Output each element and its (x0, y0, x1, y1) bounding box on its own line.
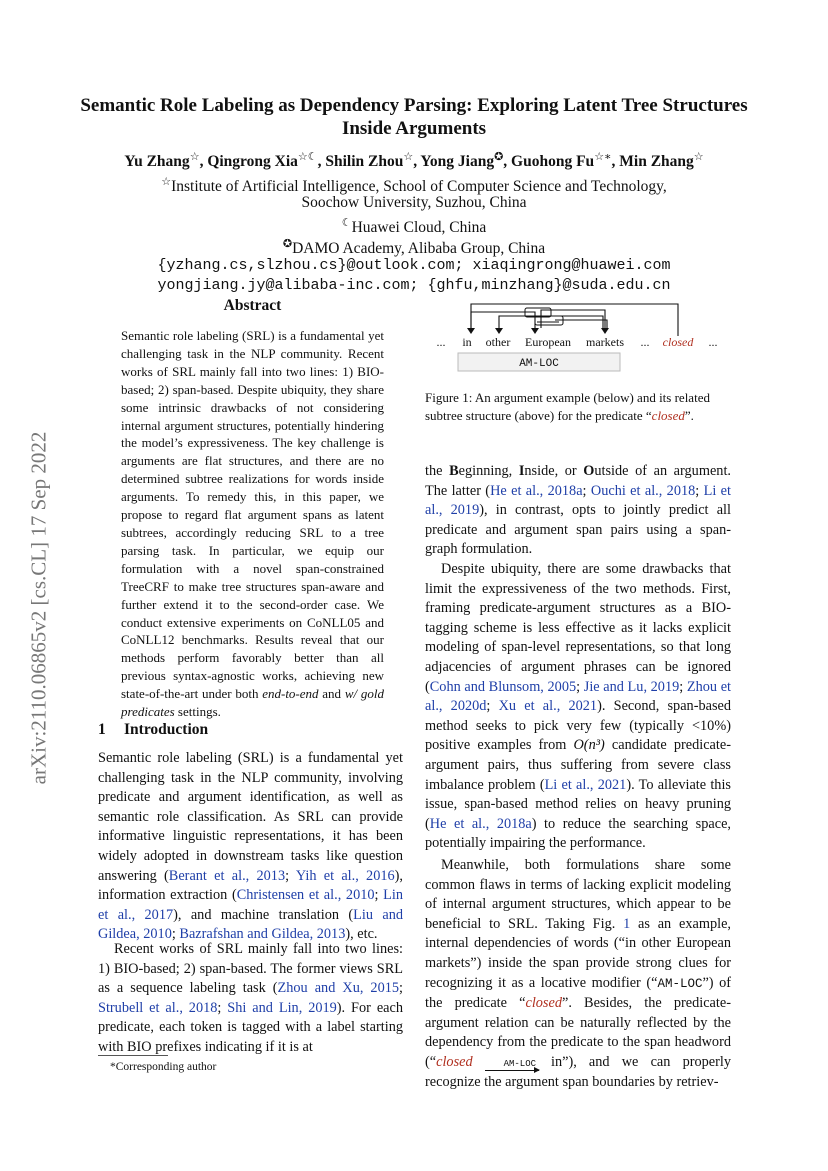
citation-link[interactable]: Jie and Lu, 2019 (583, 678, 680, 695)
arrow-heads (467, 328, 609, 334)
intro-paragraph-5: Meanwhile, both formulations share some common flaws in terms of lacking explicit modeling of internal argument structures, which appear to be beneficial to SRL. Taking Fig. 1 as an example, internal dependencies of words (“in other European markets”) inside the span provide strong clues for recognizing it as a locative modifier (“AM-LOC”) of the predicate “closed”. Besides, the predicate-argument relation can be naturally reflected by the dependency from the predicate to the span headword (“closed AM-LOC in”), and we can properly recognize the argument span boundaries by retriev- (425, 857, 732, 1090)
affiliation-1-cont: Soochow University, Suzhou, China (301, 194, 527, 211)
citation-link[interactable]: Li et al., 2021 (544, 776, 627, 793)
footnote-rule (98, 1055, 168, 1056)
citation-link[interactable]: Ouchi et al., 2018 (590, 482, 696, 499)
fig-word: ... (708, 335, 718, 349)
fig-word: in (462, 335, 472, 349)
math-complexity: O(n³) (573, 737, 605, 754)
citation-link[interactable]: He et al., 2018a (490, 482, 583, 499)
email-line-2: yongjiang.jy@alibaba-inc.com; {ghfu,minzhang}@suda.edu.cn (157, 277, 671, 294)
labeled-arrow-icon: AM-LOC (485, 1060, 539, 1071)
affiliation-3: ✪DAMO Academy, Alibaba Group, China (282, 238, 546, 258)
role-code: AM-LOC (657, 976, 703, 991)
citation-link[interactable]: Lin et al., 2017 (98, 887, 403, 923)
author: Yu Zhang☆, (124, 151, 208, 171)
citation-link[interactable]: Christensen et al., 2010 (236, 887, 375, 904)
footnote: *Corresponding author (110, 1061, 217, 1073)
author: Yong Jiang✪, (420, 151, 512, 171)
fig-predicate: closed (662, 335, 694, 349)
intro-paragraph-4: Despite ubiquity, there are some drawbacks that limit the expressiveness of the two methods. First, framing predicate-argument structures as a BIO-tagging scheme is less effective as it lacks explicit modeling of span-level representations, so that long adjacencies of argument phrases can be ignored (Cohn and Blunsom, 2005; Jie and Lu, 2019; Zhou et al., 2020d; Xu et al., 2021). Second, span-based method seeks to pick very few (typically <10%) positive examples from O(n³) candidate predicate-argument pairs, thus suffering from severe class imbalance problem (Li et al., 2021). To alleviate this issue, span-based method relies on heavy pruning (He et al., 2018a) to reduce the searching space, potentially impairing the performance. (425, 561, 732, 852)
citation-link[interactable]: Liu and Gildea, 2010 (98, 906, 403, 943)
dependency-arcs (471, 304, 678, 336)
citation-link[interactable]: Strubell et al., 2018 (98, 999, 218, 1016)
citation-link[interactable]: Yih et al., 2016 (295, 867, 395, 884)
fig-word: markets (586, 335, 624, 349)
author: Qingrong Xia☆☾, (207, 151, 326, 171)
affiliation-2: ☾Huawei Cloud, China (341, 217, 487, 237)
citation-link[interactable]: Xu et al., 2021 (498, 698, 598, 715)
arc-markets-other (499, 316, 603, 330)
author: Guohong Fu☆∗, (511, 151, 620, 171)
arxiv-stamp: arXiv:2110.06865v2 [cs.CL] 17 Sep 2022 (26, 431, 51, 785)
author: Min Zhang☆ (619, 151, 704, 171)
abstract-body: Semantic role labeling (SRL) is a fundamental yet challenging task in the NLP community. Recent works of SRL mainly fall into two lines: 1) BIO-based; 2) span-based. Despite ubiquity, they share some intrinsic drawbacks of not considering internal argument structures, potentially hindering the model’s expressiveness. The key challenge is arguments are flat structures, and there are no determined subtree realizations for words inside arguments. To remedy this, in this paper, we propose to regard flat argument spans as latent subtrees, accordingly reducing SRL to a tree parsing task. In particular, we equip our formulation with a novel span-constrained TreeCRF to make tree structures span-aware and further extend it to the second-order case. We conduct extensive experiments on CoNLL05 and CoNLL12 benchmarks. Results reveal that our methods perform favorably better than all previous syntax-agnostic works, achieving new state-of-the-art under both end-to-end and w/ gold predicates settings. (121, 328, 384, 720)
span-label: AM-LOC (519, 358, 559, 370)
author: Shilin Zhou☆, (325, 151, 421, 171)
intro-paragraph-3: the Beginning, Inside, or Outside of an argument. The latter (He et al., 2018a; Ouchi et al., 2018; Li et al., 2019), in contrast, opts to jointly predict all predicate and argument span pairs using a span-graph formulation. (425, 463, 732, 558)
citation-link[interactable]: Zhou et al., 2020d (425, 678, 732, 715)
citation-link[interactable]: Bazrafshan and Gildea, 2013 (179, 926, 346, 943)
citation-link[interactable]: Berant et al., 2013 (168, 867, 286, 884)
citation-link[interactable]: Shi and Lin, 2019 (227, 999, 337, 1016)
figure-1-diagram (425, 300, 731, 378)
citation-link[interactable]: He et al., 2018a (429, 815, 532, 832)
citation-link[interactable]: Zhou and Xu, 2015 (277, 980, 400, 997)
intro-paragraph-2: Recent works of SRL mainly fall into two lines: 1) BIO-based; 2) span-based. The former views SRL as a sequence labeling task (Zhou and Xu, 2015; Strubell et al., 2018; Shi and Lin, 2019). For each predicate, each token is tagged with a label starting with BIO prefixes indicating if it is at (98, 941, 404, 1055)
citation-link[interactable]: Cohn and Blunsom, 2005 (429, 678, 577, 695)
fig-word: ... (640, 335, 650, 349)
affiliation-1: ☆Institute of Artificial Intelligence, School of Computer Science and Technology, (161, 176, 667, 196)
email-line-1: {yzhang.cs,slzhou.cs}@outlook.com; xiaqingrong@huawei.com (157, 257, 671, 274)
figure-ref-link[interactable]: 1 (623, 915, 631, 932)
citation-link[interactable]: Li et al., 2019 (425, 482, 732, 519)
figure-caption: Figure 1: An argument example (below) and its related subtree structure (above) for the predicate “closed”. (425, 390, 710, 423)
section-heading: 1 Introduction (98, 721, 209, 738)
fig-word: other (485, 335, 511, 349)
fig-word: European (525, 335, 571, 349)
paper-title: Semantic Role Labeling as Dependency Parsing: Exploring Latent Tree Structures Inside Arguments (80, 95, 748, 139)
author-list (60, 150, 768, 171)
abstract-heading: Abstract (223, 297, 282, 314)
fig-word: ... (436, 335, 446, 349)
intro-paragraph-1: Semantic role labeling (SRL) is a fundamental yet challenging task in the NLP community, involving predicate and argument identification, as well as semantic role classification. As SRL can provide informative linguistic representations, it has been widely adopted in downstream tasks like question answering (Berant et al., 2013; Yih et al., 2016), information extraction (Christensen et al., 2010; Lin et al., 2017), and machine translation (Liu and Gildea, 2010; Bazrafshan and Gildea, 2013), etc. (98, 750, 403, 943)
